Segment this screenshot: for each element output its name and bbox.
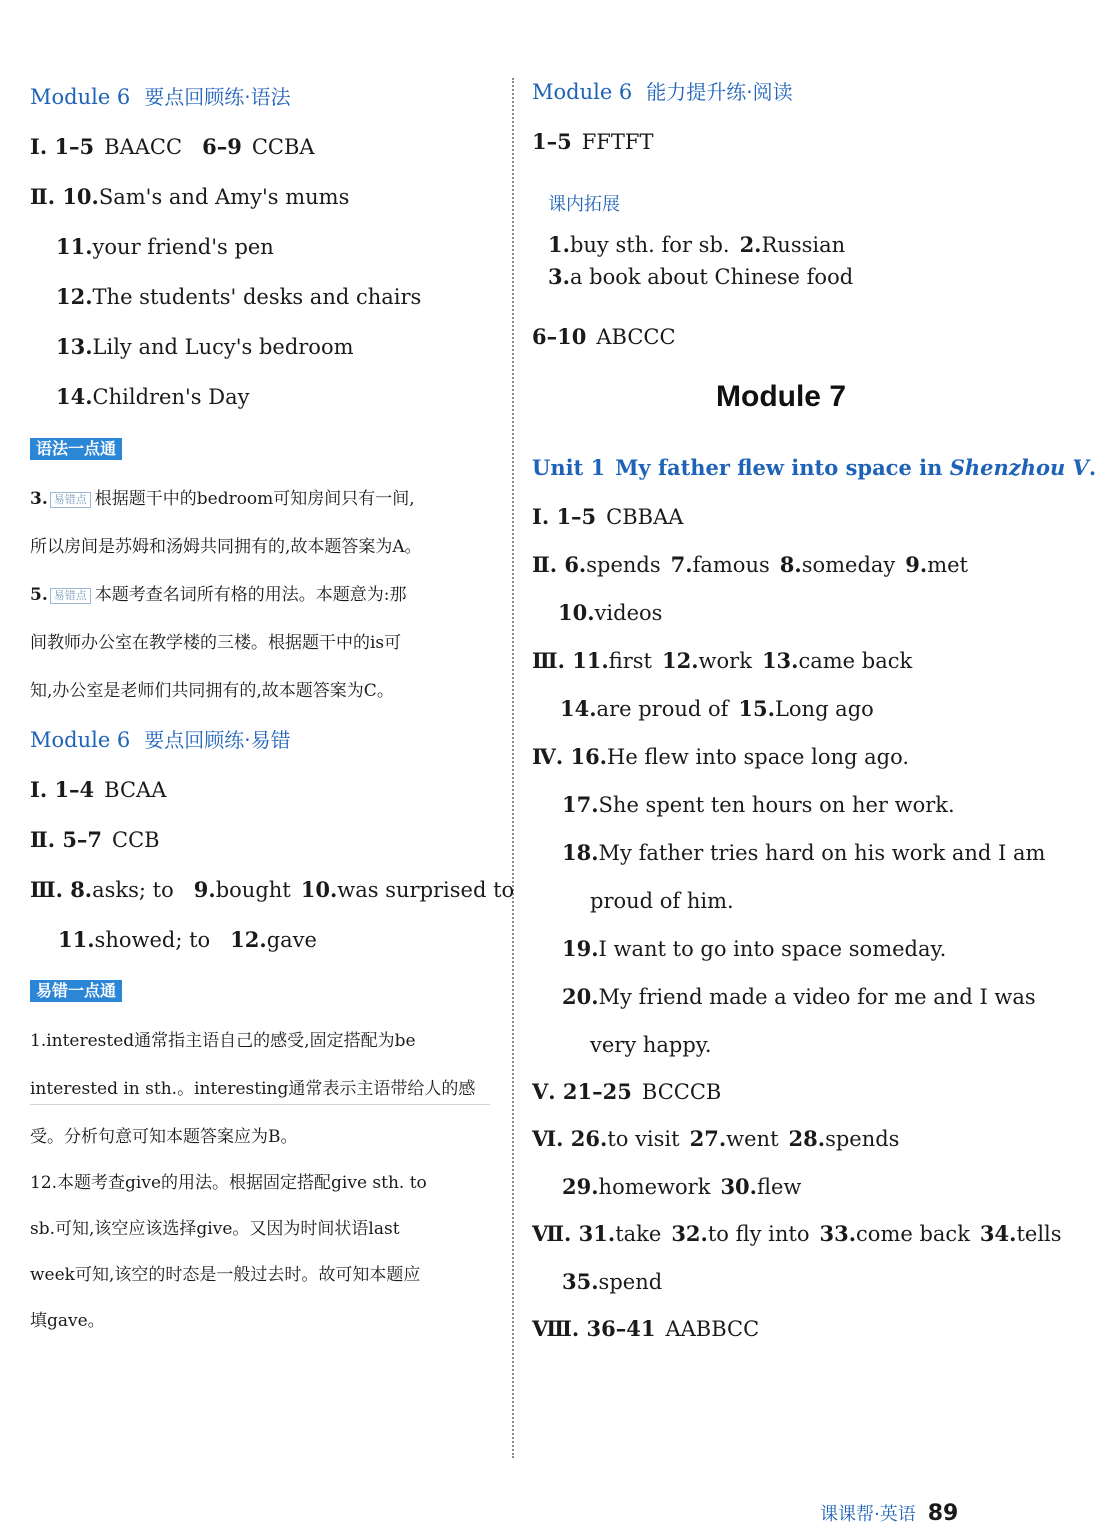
grammar-tip-tag: 语法一点通 — [30, 438, 122, 460]
answer-line: proud of him. — [590, 889, 734, 913]
answer-line: 1.buy sth. for sb. 2.Russian — [548, 232, 846, 257]
answer-line: 13.Lily and Lucy's bedroom — [56, 334, 354, 359]
page-number: 89 — [927, 1501, 959, 1526]
answer-line: Ⅳ. 16.He flew into space long ago. — [532, 744, 910, 769]
answer-line: Ⅰ. 1–5 BAACC 6–9 CCBA — [30, 134, 315, 159]
answer-line: Ⅱ. 5–7 CCB — [30, 827, 160, 852]
answer-line: Ⅲ. 8.asks; to 9.bought 10.was surprised to — [30, 877, 515, 902]
explanation-line: 1.interested通常指主语自己的感受,固定搭配为be — [30, 1031, 416, 1051]
answer-line: 1–5 FFTFT — [532, 129, 654, 154]
answer-line: 14.are proud of 15.Long ago — [560, 696, 874, 721]
answer-line: 11.showed; to 12.gave — [58, 927, 317, 952]
reading-section-header: Module 6 能力提升练·阅读 — [532, 80, 793, 104]
answer-line: very happy. — [590, 1033, 712, 1057]
answer-line: Ⅶ. 31.take 32.to fly into 33.come back 34.tells — [532, 1221, 1062, 1246]
error-section-header: Module 6 要点回顾练·易错 — [30, 728, 291, 752]
answer-line: Ⅴ. 21–25 BCCCB — [532, 1079, 722, 1104]
unit-title: Unit 1 My father flew into space in Shenzhou V. — [532, 455, 1096, 480]
extension-label: 课内拓展 — [548, 194, 620, 215]
page-footer — [820, 1500, 958, 1526]
error-point-badge: 易错点 — [50, 492, 91, 508]
answer-line: 35.spend — [562, 1269, 663, 1294]
explanation-line: sb.可知,该空应该选择give。又因为时间状语last — [30, 1219, 400, 1239]
explanation-line: interested in sth.。interesting通常表示主语带给人的感 — [30, 1079, 476, 1099]
explanation-line: 知,办公室是老师们共同拥有的,故本题答案为C。 — [30, 681, 394, 701]
answer-line: Ⅰ. 1–4 BCAA — [30, 777, 167, 802]
answer-line: 11.your friend's pen — [56, 234, 274, 259]
explanation-line: 12.本题考查give的用法。根据固定搭配give sth. to — [30, 1173, 427, 1193]
answer-line: 29.homework 30.flew — [562, 1174, 802, 1199]
answer-line: 3.a book about Chinese food — [548, 264, 854, 289]
answer-line: Ⅱ. 6.spends 7.famous 8.someday 9.met — [532, 552, 968, 577]
answer-line: Ⅰ. 1–5 CBBAA — [532, 504, 684, 529]
answer-line: 6–10 ABCCC — [532, 324, 676, 349]
answer-line: 19.I want to go into space someday. — [562, 936, 947, 961]
answer-line: 10.videos — [558, 600, 663, 625]
explanation-line: week可知,该空的时态是一般过去时。故可知本题应 — [30, 1265, 421, 1285]
book-brand: 课课帮·英语 — [820, 1504, 916, 1525]
explanation-line: 受。分析句意可知本题答案应为B。 — [30, 1127, 298, 1147]
answer-line: 17.She spent ten hours on her work. — [562, 792, 955, 817]
error-tip-tag: 易错一点通 — [30, 980, 122, 1002]
answer-line: 14.Children's Day — [56, 384, 250, 409]
explanation-line: 3. 易错点 根据题干中的bedroom可知房间只有一间, — [30, 489, 415, 509]
answer-line: Ⅵ. 26.to visit 27.went 28.spends — [532, 1126, 900, 1151]
answer-line: 18.My father tries hard on his work and I am — [562, 840, 1046, 865]
answer-line: 20.My friend made a video for me and I was — [562, 984, 1036, 1009]
grammar-section-header: Module 6 要点回顾练·语法 — [30, 85, 291, 109]
answer-line: Ⅲ. 11.first 12.work 13.came back — [532, 648, 913, 673]
answer-line: Ⅷ. 36–41 AABBCC — [532, 1316, 760, 1341]
explanation-line: 所以房间是苏姆和汤姆共同拥有的,故本题答案为A。 — [30, 537, 422, 557]
explanation-line: 填gave。 — [30, 1311, 105, 1331]
column-divider — [512, 78, 514, 1458]
answer-line: 12.The students' desks and chairs — [56, 284, 422, 309]
faint-rule — [30, 1104, 490, 1105]
module-7-title: Module 7 — [716, 380, 847, 413]
answer-line: Ⅱ. 10.Sam's and Amy's mums — [30, 184, 350, 209]
explanation-line: 间教师办公室在教学楼的三楼。根据题干中的is可 — [30, 633, 402, 653]
explanation-line: 5. 易错点 本题考查名词所有格的用法。本题意为:那 — [30, 585, 407, 605]
error-point-badge: 易错点 — [50, 588, 91, 604]
